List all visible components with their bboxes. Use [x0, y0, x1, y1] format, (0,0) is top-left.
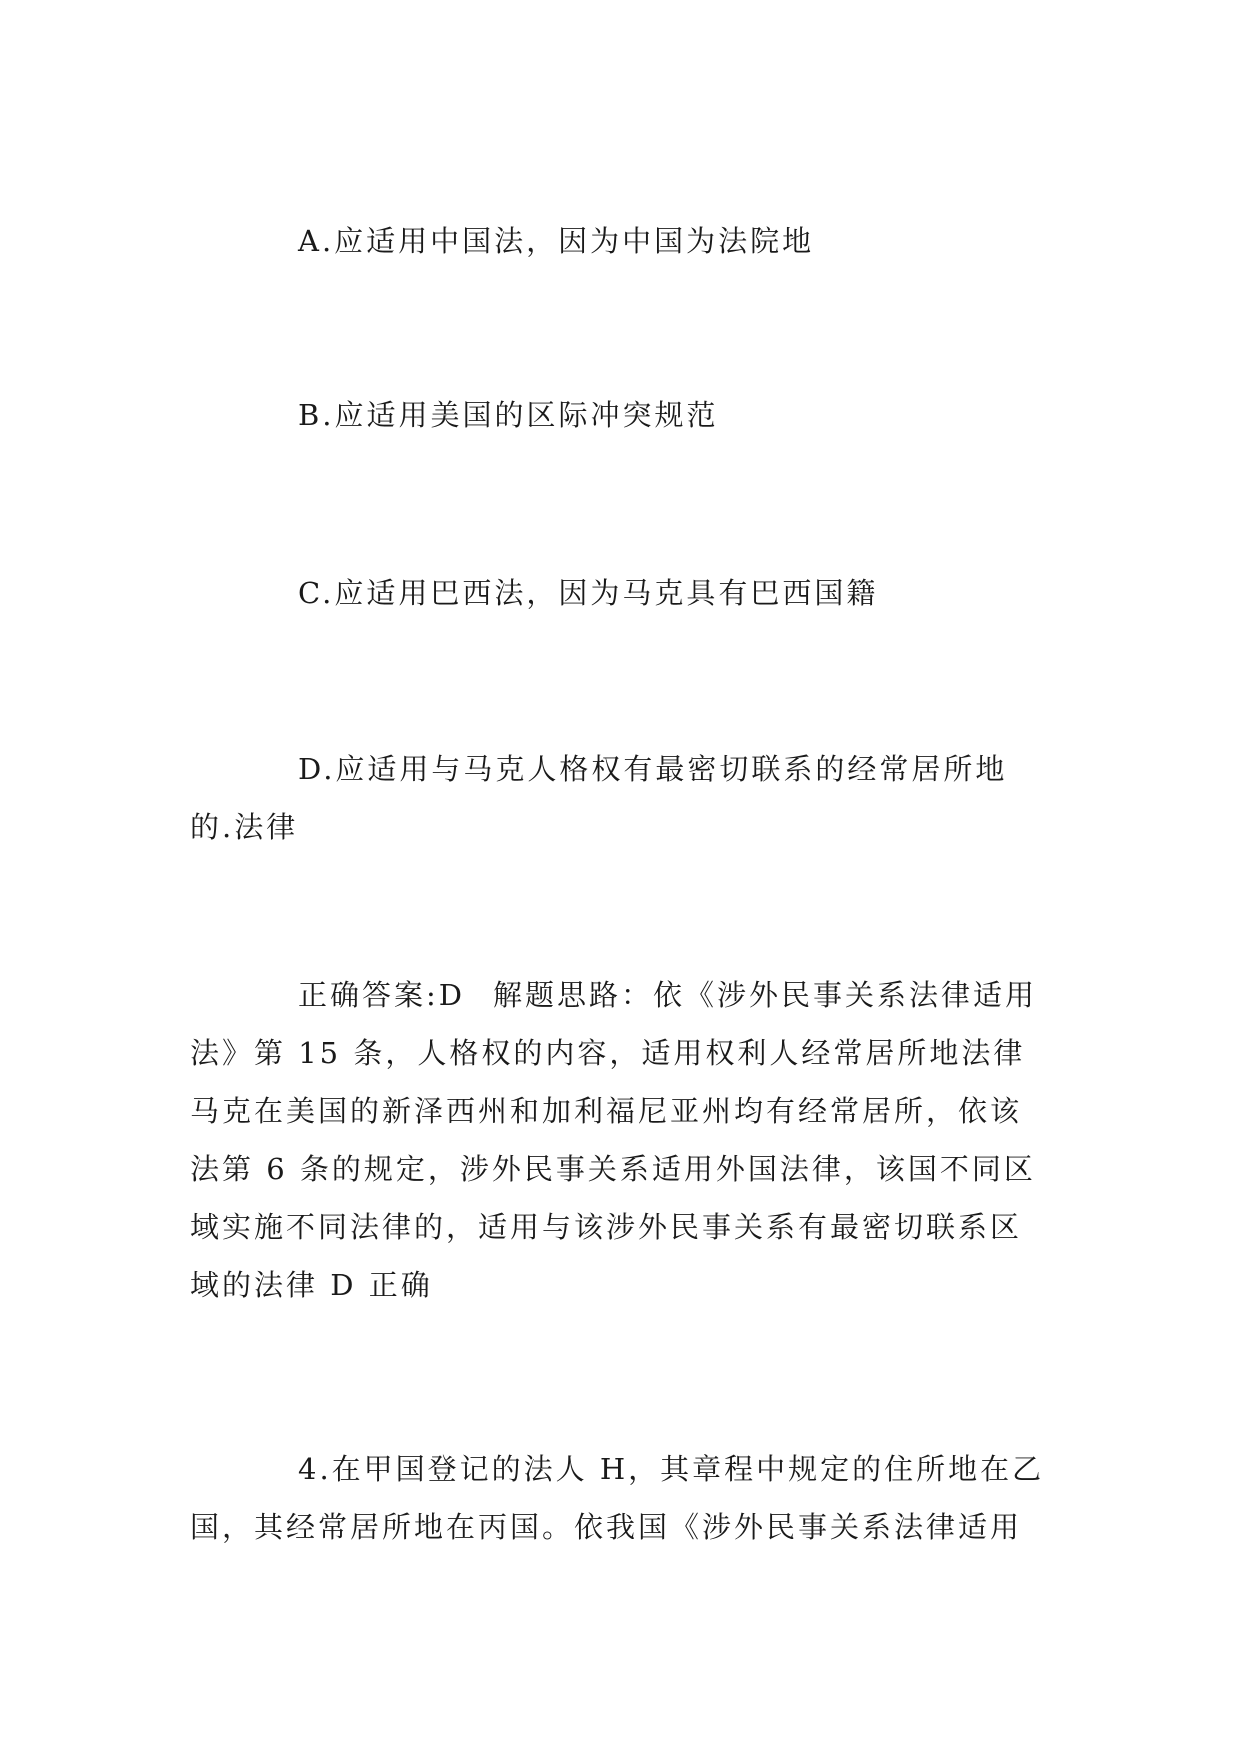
option-d-line-1: D.应适用与马克人格权有最密切联系的经常居所地 — [298, 752, 1008, 786]
explanation-line: 法》第 15 条，人格权的内容，适用权利人经常居所地法律 — [190, 1036, 1026, 1070]
option-c-text: C.应适用巴西法，因为马克具有巴西国籍 — [298, 576, 879, 610]
answer-first-line — [190, 966, 1050, 1024]
answer-explanation — [190, 966, 1050, 1314]
option-d-line-2: 的.法律 — [190, 810, 299, 844]
answer-label: 正确答案:D — [298, 978, 466, 1012]
explanation-prefix: 解题思路：依《涉外民事关系法律适用 — [493, 978, 1038, 1012]
explanation-line: 域的法律 D 正确 — [190, 1268, 433, 1302]
option-d — [190, 740, 1050, 856]
explanation-line: 马克在美国的新泽西州和加利福尼亚州均有经常居所，依该 — [190, 1094, 1023, 1128]
option-b-text: B.应适用美国的区际冲突规范 — [298, 398, 719, 432]
option-a — [190, 212, 1050, 270]
explanation-line: 法第 6 条的规定，涉外民事关系适用外国法律，该国不同区 — [190, 1152, 1036, 1186]
question-4-line-2: 国，其经常居所地在丙国。依我国《涉外民事关系法律适用 — [190, 1510, 1023, 1544]
option-b — [190, 386, 1050, 444]
question-4 — [190, 1440, 1050, 1556]
option-c — [190, 564, 1050, 622]
explanation-line: 域实施不同法律的，适用与该涉外民事关系有最密切联系区 — [190, 1210, 1023, 1244]
option-a-text: A.应适用中国法，因为中国为法院地 — [298, 224, 815, 258]
question-4-line-1: 4.在甲国登记的法人 H，其章程中规定的住所地在乙 — [298, 1452, 1045, 1486]
